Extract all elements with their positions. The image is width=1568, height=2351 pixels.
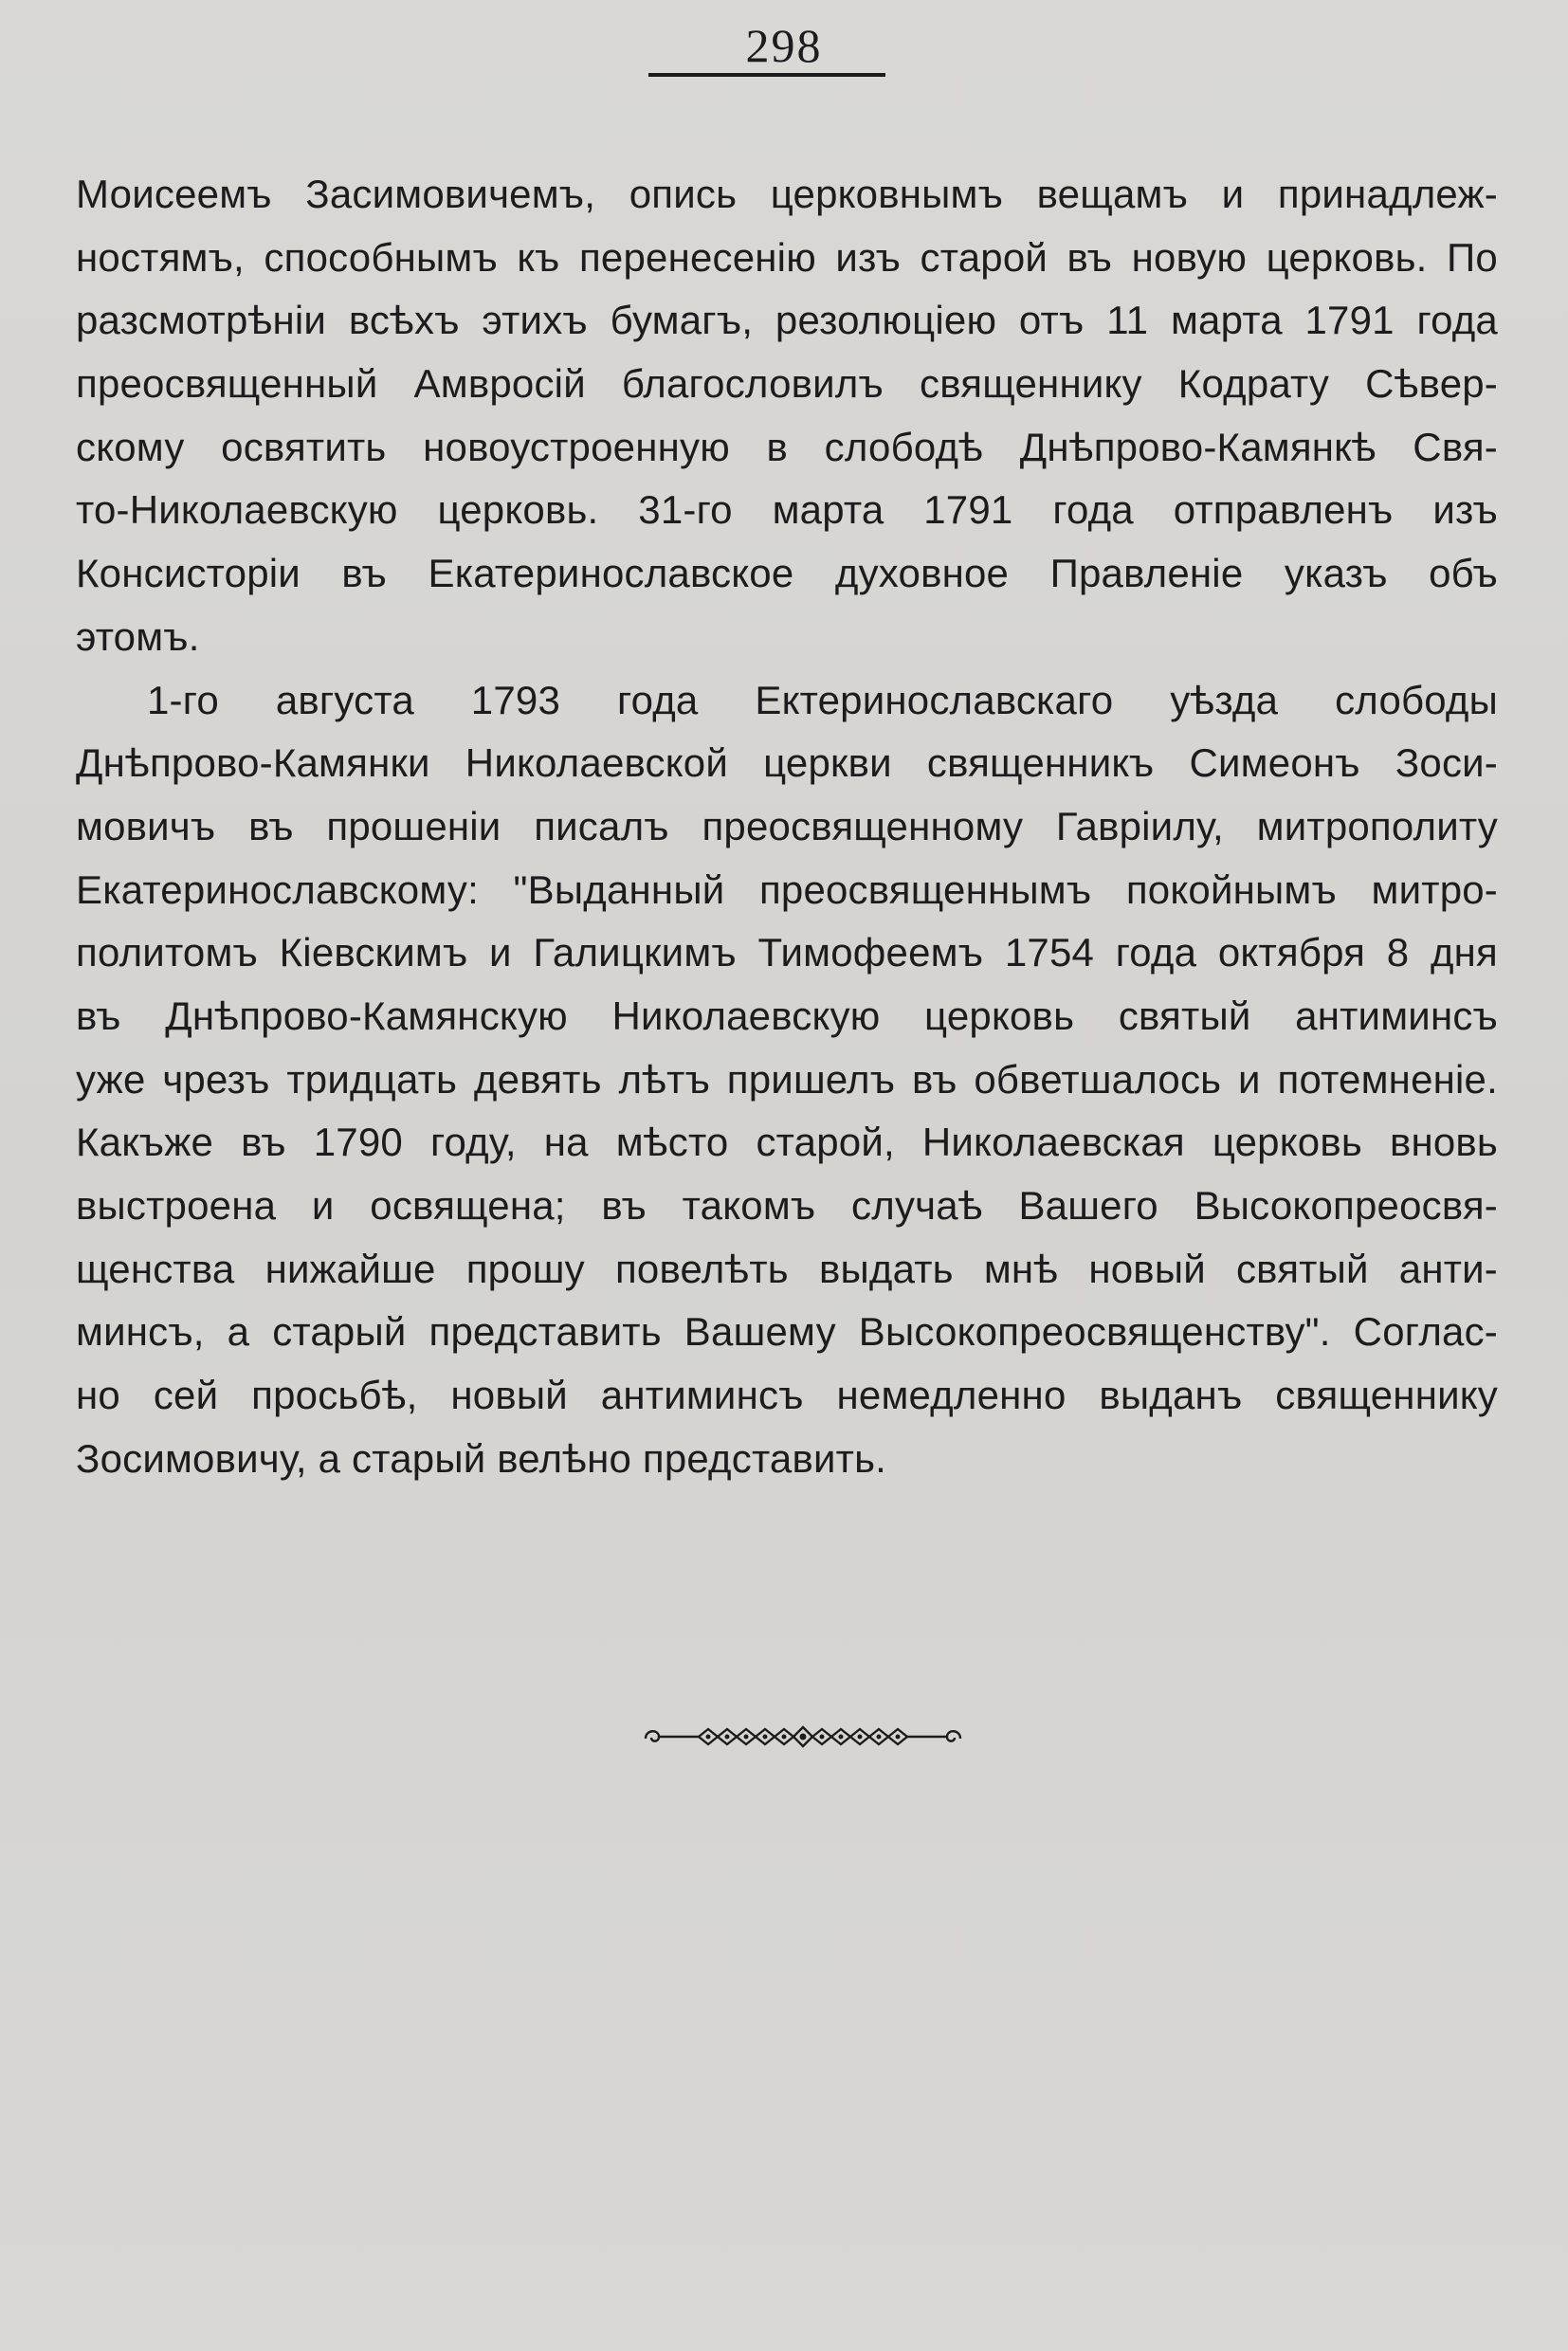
- paragraph-1: [76, 163, 1498, 669]
- text-line: выстроена и освящена; въ такомъ случаѣ Вашего Высокопреосвя-: [76, 1183, 1498, 1228]
- text-line: этомъ.: [76, 613, 200, 659]
- text-line: 1-го августа 1793 года Ектеринославскаго уѣзда слободы: [147, 677, 1498, 722]
- text-line: мовичъ въ прошеніи писалъ преосвященному Гавріилу, митрополиту: [76, 803, 1498, 848]
- page-number-rule: [648, 73, 885, 77]
- text-line: Консисторіи въ Екатеринославское духовное Правленіе указъ объ: [76, 551, 1498, 596]
- text-line: преосвященный Амвросій благословилъ священнику Кодрату Сѣвер-: [76, 361, 1498, 407]
- text-line: минсъ, а старый представить Вашему Высокопреосвященству". Соглас-: [76, 1309, 1498, 1355]
- body-text: [76, 163, 1498, 1490]
- text-line: разсмотрѣніи всѣхъ этихъ бумагъ, резолюціею отъ 11 марта 1791 года: [76, 298, 1498, 343]
- page-number: 298: [745, 19, 823, 72]
- text-line: политомъ Кіевскимъ и Галицкимъ Тимофеемъ 1754 года октября 8 дня: [76, 930, 1498, 975]
- text-line: Зосимовичу, а старый велѣно представить.: [76, 1435, 887, 1481]
- text-line: но сей просьбѣ, новый антиминсъ немедленно выданъ священнику: [76, 1373, 1498, 1418]
- text-line: щенства нижайше прошу повелѣть выдать мнѣ новый святый анти-: [76, 1246, 1498, 1291]
- end-ornament-icon: [642, 1716, 964, 1758]
- text-line: то-Николаевскую церковь. 31-го марта 1791 года отправленъ изъ: [76, 487, 1498, 533]
- text-line: въ Днѣпрово-Камянскую Николаевскую церковь святый антиминсъ: [76, 993, 1498, 1038]
- text-line: скому освятить новоустроенную в слободѣ Днѣпрово-Камянкѣ Свя-: [76, 424, 1498, 469]
- text-line: ностямъ, способнымъ къ перенесенію изъ старой въ новую церковь. По: [76, 234, 1498, 280]
- text-line: Екатеринославскому: "Выданный преосвященнымъ покойнымъ митро-: [76, 866, 1498, 912]
- text-line: Моисеемъ Засимовичемъ, опись церковнымъ вещамъ и принадлеж-: [76, 172, 1498, 216]
- text-line: Днѣпрово-Камянки Николаевской церкви священникъ Симеонъ Зоси-: [76, 740, 1498, 786]
- text-line: Какъже въ 1790 году, на мѣсто старой, Николаевская церковь вновь: [76, 1120, 1498, 1165]
- paragraph-2: [76, 669, 1498, 1491]
- text-line: уже чрезъ тридцать девять лѣтъ пришелъ въ обветшалось и потемненіе.: [76, 1056, 1498, 1102]
